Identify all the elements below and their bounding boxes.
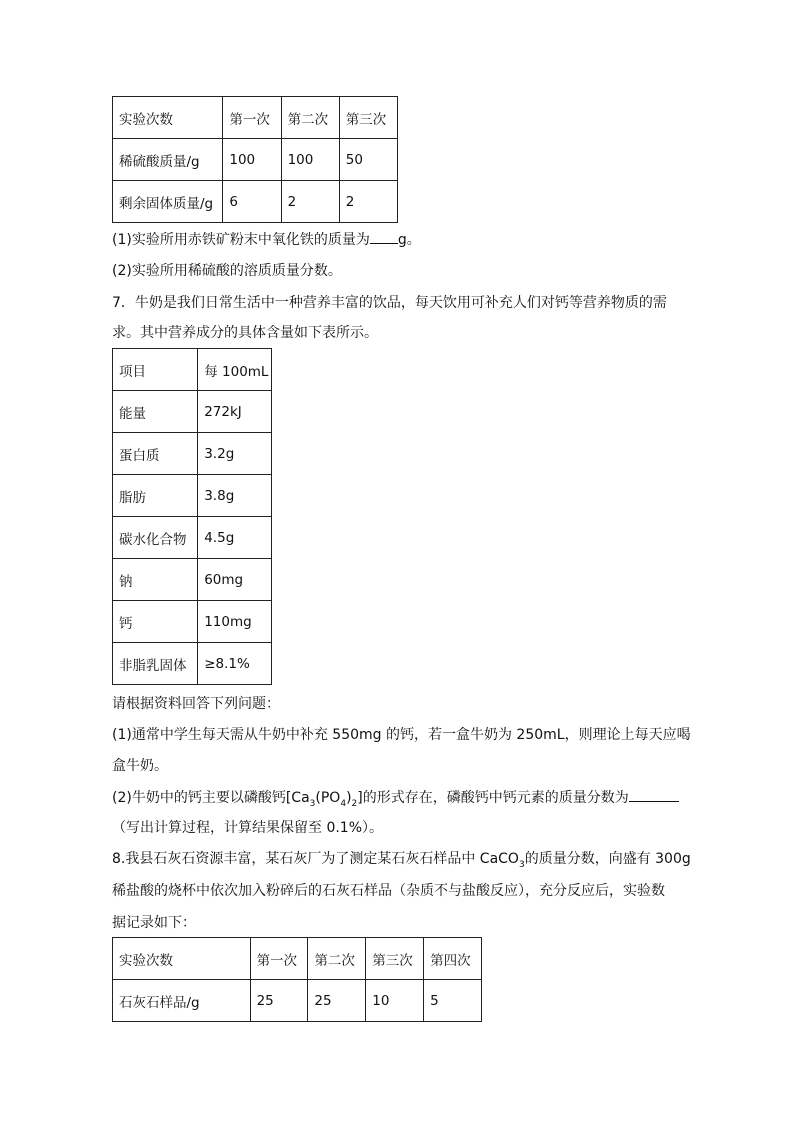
table-cell: 100 bbox=[223, 139, 281, 181]
q7-sub2-line2: （写出计算过程，计算结果保留至 0.1%）。 bbox=[112, 820, 384, 836]
q7-sub1-line1: (1)通常中学生每天需从牛奶中补充 550mg 的钙，若一盒牛奶为 250mL，则理论上每天应喝 bbox=[112, 727, 691, 743]
q7-sub1-line2: 盒牛奶。 bbox=[112, 758, 168, 774]
table-row bbox=[113, 980, 482, 1022]
table-row bbox=[113, 643, 272, 685]
table-experiment-sulfuric bbox=[112, 96, 398, 223]
subscript: 3 bbox=[309, 798, 316, 809]
table-cell: 剩余固体质量/g bbox=[113, 181, 223, 223]
table-cell: 第二次 bbox=[308, 938, 366, 980]
table-row bbox=[113, 391, 272, 433]
q7-sub2-text: (2)牛奶中的钙主要以磷酸钙[Ca bbox=[112, 790, 310, 806]
table-milk-nutrition bbox=[112, 348, 272, 685]
table-row bbox=[113, 181, 398, 223]
table-cell: 实验次数 bbox=[113, 938, 251, 980]
q7-line2: 求。其中营养成分的具体含量如下表所示。 bbox=[112, 325, 378, 341]
subscript: 4 bbox=[340, 798, 347, 809]
table-cell: 实验次数 bbox=[113, 97, 223, 139]
table-cell: 钙 bbox=[113, 601, 198, 643]
table-cell: 5 bbox=[424, 980, 482, 1022]
table-cell: 第一次 bbox=[223, 97, 281, 139]
table-cell: 石灰石样品/g bbox=[113, 980, 251, 1022]
q6-sub1 bbox=[112, 229, 421, 250]
table-row bbox=[113, 97, 398, 139]
q7-sub2-line1 bbox=[112, 787, 679, 814]
table-cell: 项目 bbox=[113, 349, 198, 391]
table-cell: 60mg bbox=[198, 559, 272, 601]
table-row bbox=[113, 433, 272, 475]
table-cell: 钠 bbox=[113, 559, 198, 601]
table-row bbox=[113, 559, 272, 601]
answer-blank bbox=[629, 787, 679, 802]
table-cell: 脂肪 bbox=[113, 475, 198, 517]
table-cell: 非脂乳固体 bbox=[113, 643, 198, 685]
q6-sub1-text: (1)实验所用赤铁矿粉末中氧化铁的质量为 bbox=[112, 232, 370, 248]
q8-line2: 稀盐酸的烧杯中依次加入粉碎后的石灰石样品（杂质不与盐酸反应），充分反应后，实验数 bbox=[112, 883, 665, 899]
q7-line1: 7．牛奶是我们日常生活中一种营养丰富的饮品，每天饮用可补充人们对钙等营养物质的需 bbox=[112, 295, 667, 311]
table-cell: 第四次 bbox=[424, 938, 482, 980]
q8-text: 的质量分数，向盛有 300g bbox=[524, 851, 691, 867]
table-row bbox=[113, 601, 272, 643]
q8-line1 bbox=[112, 849, 691, 875]
table-cell: 25 bbox=[308, 980, 366, 1022]
table-cell: 4.5g bbox=[198, 517, 272, 559]
table-cell: 272kJ bbox=[198, 391, 272, 433]
table-cell: 第二次 bbox=[281, 97, 339, 139]
table-cell: 第三次 bbox=[339, 97, 397, 139]
table-cell: 10 bbox=[366, 980, 424, 1022]
table-cell: 100 bbox=[281, 139, 339, 181]
table-cell: 3.8g bbox=[198, 475, 272, 517]
table-cell: 第一次 bbox=[250, 938, 308, 980]
table-cell: 稀硫酸质量/g bbox=[113, 139, 223, 181]
table-cell: 能量 bbox=[113, 391, 198, 433]
q6-sub2: (2)实验所用稀硫酸的溶质质量分数。 bbox=[112, 263, 342, 279]
answer-blank bbox=[370, 229, 398, 244]
q8-text: 8.我县石灰石资源丰富，某石灰厂为了测定某石灰石样品中 CaCO bbox=[112, 851, 519, 867]
table-limestone bbox=[112, 937, 482, 1022]
table-row bbox=[113, 139, 398, 181]
q6-sub1-unit: g。 bbox=[397, 232, 421, 248]
table-row bbox=[113, 349, 272, 391]
table-cell: 6 bbox=[223, 181, 281, 223]
q8-line3: 据记录如下： bbox=[112, 915, 196, 931]
table-cell: 110mg bbox=[198, 601, 272, 643]
table-cell: 碳水化合物 bbox=[113, 517, 198, 559]
subscript: 2 bbox=[351, 798, 358, 809]
table-cell: 2 bbox=[339, 181, 397, 223]
q7-sub2-text: (PO bbox=[315, 790, 341, 806]
table-row bbox=[113, 938, 482, 980]
table-row bbox=[113, 517, 272, 559]
table-cell: 3.2g bbox=[198, 433, 272, 475]
table-cell: 2 bbox=[281, 181, 339, 223]
table-cell: 每 100mL bbox=[198, 349, 272, 391]
q7-prompt: 请根据资料回答下列问题： bbox=[112, 696, 280, 712]
table-cell: 25 bbox=[250, 980, 308, 1022]
q7-sub2-text: ]的形式存在，磷酸钙中钙元素的质量分数为 bbox=[357, 790, 629, 806]
table-row bbox=[113, 475, 272, 517]
subscript: 3 bbox=[518, 859, 525, 870]
table-cell: 第三次 bbox=[366, 938, 424, 980]
table-cell: 蛋白质 bbox=[113, 433, 198, 475]
q7-sub2-text: ) bbox=[346, 790, 352, 806]
table-cell: ≥8.1% bbox=[198, 643, 272, 685]
table-cell: 50 bbox=[339, 139, 397, 181]
